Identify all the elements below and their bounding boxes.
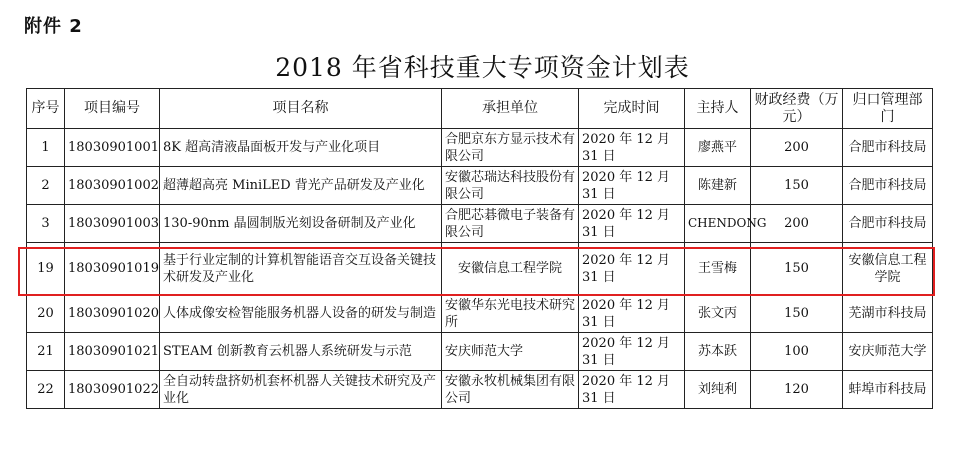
header-dept: 归口管理部门: [843, 89, 933, 129]
cell-time: [579, 333, 685, 371]
cell-dept-text: 安庆师范大学: [848, 344, 927, 359]
cell-funds: 150: [751, 243, 843, 295]
cell-no: 3: [27, 205, 65, 243]
table-header-row: [27, 89, 933, 129]
header-name: 项目名称: [160, 89, 442, 129]
cell-name: [160, 129, 442, 167]
cell-time-text: 2020 年 12 月 31 日: [582, 297, 671, 330]
cell-leader: 张文丙: [685, 295, 751, 333]
cell-org: [442, 333, 579, 371]
cell-name-text: 超薄超高亮 MiniLED 背光产品研发及产业化: [163, 178, 425, 193]
cell-name: [160, 371, 442, 409]
cell-org: [442, 295, 579, 333]
cell-dept: [843, 129, 933, 167]
funding-plan-table: [26, 88, 933, 409]
cell-name-text: 人体成像安检智能服务机器人设备的研发与制造: [163, 306, 437, 321]
cell-name: [160, 205, 442, 243]
cell-time: [579, 243, 685, 295]
cell-name-text: 8K 超高清液晶面板开发与产业化项目: [163, 140, 381, 155]
table-row: [27, 333, 933, 371]
cell-org: [442, 129, 579, 167]
cell-code: 18030901019: [65, 243, 160, 295]
cell-no: 19: [27, 243, 65, 295]
cell-no: 20: [27, 295, 65, 333]
cell-funds: 100: [751, 333, 843, 371]
cell-org: [442, 205, 579, 243]
cell-code: 18030901020: [65, 295, 160, 333]
cell-no: 2: [27, 167, 65, 205]
cell-dept-text: 蚌埠市科技局: [848, 382, 927, 397]
cell-org: [442, 167, 579, 205]
cell-name: [160, 333, 442, 371]
cell-org-text: 安徽永牧机械集团有限公司: [445, 373, 576, 406]
cell-org-text: 安徽华东光电技术研究所: [445, 297, 576, 330]
cell-dept-text: 合肥市科技局: [848, 216, 927, 231]
header-org: 承担单位: [442, 89, 579, 129]
cell-leader: 廖燕平: [685, 129, 751, 167]
table-row: [27, 295, 933, 333]
cell-no: 22: [27, 371, 65, 409]
cell-leader: 苏本跃: [685, 333, 751, 371]
cell-dept-text: 合肥市科技局: [848, 140, 927, 155]
attachment-label: 附件 2: [24, 16, 83, 37]
cell-leader: CHENDONG: [685, 205, 751, 243]
cell-org: 安徽信息工程学院: [442, 243, 579, 295]
header-leader: 主持人: [685, 89, 751, 129]
cell-org-text: 合肥芯碁微电子装备有限公司: [445, 207, 576, 240]
cell-dept: [843, 205, 933, 243]
cell-dept: [843, 371, 933, 409]
cell-funds: 200: [751, 129, 843, 167]
cell-org-text: 安徽芯瑞达科技股份有限公司: [445, 169, 576, 202]
cell-funds: 200: [751, 205, 843, 243]
header-time: 完成时间: [579, 89, 685, 129]
cell-dept: [843, 295, 933, 333]
cell-no: 21: [27, 333, 65, 371]
cell-time: [579, 205, 685, 243]
cell-name-text: 基于行业定制的计算机智能语音交互设备关键技术研发及产业化: [163, 252, 437, 285]
cell-time-text: 2020 年 12 月 31 日: [582, 373, 671, 406]
cell-leader: 陈建新: [685, 167, 751, 205]
cell-dept-text: 安徽信息工程学院: [848, 252, 927, 285]
table-row: [27, 205, 933, 243]
cell-time: [579, 295, 685, 333]
cell-leader: 刘纯利: [685, 371, 751, 409]
cell-time-text: 2020 年 12 月 31 日: [582, 335, 671, 368]
header-code: 项目编号: [65, 89, 160, 129]
table-row-highlighted: [27, 243, 933, 295]
header-no: 序号: [27, 89, 65, 129]
table-row: [27, 129, 933, 167]
cell-funds: 150: [751, 295, 843, 333]
table-row: [27, 167, 933, 205]
cell-time: [579, 167, 685, 205]
header-funds: 财政经费（万元）: [751, 89, 843, 129]
cell-org-text: 合肥京东方显示技术有限公司: [445, 131, 576, 164]
cell-code: 18030901022: [65, 371, 160, 409]
cell-funds: 120: [751, 371, 843, 409]
cell-time-text: 2020 年 12 月 31 日: [582, 131, 671, 164]
cell-dept: [843, 167, 933, 205]
cell-name-text: 130-90nm 晶圆制版光刻设备研制及产业化: [163, 216, 416, 231]
cell-org-text: 安庆师范大学: [445, 344, 524, 359]
cell-code: 18030901003: [65, 205, 160, 243]
cell-code: 18030901002: [65, 167, 160, 205]
cell-time-text: 2020 年 12 月 31 日: [582, 169, 671, 202]
table-row: [27, 371, 933, 409]
cell-time: [579, 129, 685, 167]
cell-dept: [843, 333, 933, 371]
cell-name-text: 全自动转盘挤奶机套杯机器人关键技术研究及产业化: [163, 373, 437, 406]
cell-name: [160, 167, 442, 205]
cell-no: 1: [27, 129, 65, 167]
cell-dept-text: 芜湖市科技局: [848, 306, 927, 321]
cell-time-text: 2020 年 12 月 31 日: [582, 252, 671, 285]
cell-time: [579, 371, 685, 409]
cell-name-text: STEAM 创新教育云机器人系统研发与示范: [163, 344, 412, 359]
cell-funds: 150: [751, 167, 843, 205]
cell-dept-text: 合肥市科技局: [848, 178, 927, 193]
cell-dept: [843, 243, 933, 295]
cell-code: 18030901021: [65, 333, 160, 371]
cell-org: [442, 371, 579, 409]
cell-time-text: 2020 年 12 月 31 日: [582, 207, 671, 240]
cell-code: 18030901001: [65, 129, 160, 167]
cell-leader: 王雪梅: [685, 243, 751, 295]
cell-name: [160, 295, 442, 333]
document-title: 2018 年省科技重大专项资金计划表: [275, 53, 690, 82]
cell-name: [160, 243, 442, 295]
